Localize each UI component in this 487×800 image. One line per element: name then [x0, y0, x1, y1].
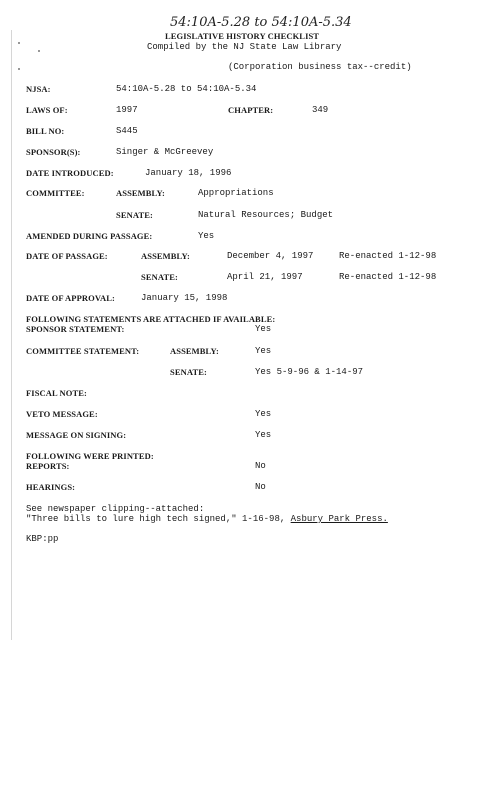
sponsors-value: Singer & McGreevey	[116, 147, 214, 157]
veto-message-label: VETO MESSAGE:	[26, 409, 98, 419]
njsa-value: 54:10A-5.28 to 54:10A-5.34	[116, 84, 257, 94]
compiled-by: Compiled by the NJ State Law Library	[147, 42, 342, 52]
typist-initials: KBP:pp	[26, 534, 59, 544]
clipping-intro: See newspaper clipping--attached:	[26, 504, 205, 514]
date-of-approval-value: January 15, 1998	[141, 293, 228, 303]
clipping-quote: "Three bills to lure high tech signed," 1-16-98,	[26, 514, 291, 524]
committee-assembly-value: Appropriations	[198, 188, 274, 198]
message-on-signing-label: MESSAGE ON SIGNING:	[26, 430, 127, 440]
printed-heading: FOLLOWING WERE PRINTED:	[26, 451, 154, 461]
subject-line: (Corporation business tax--credit)	[228, 62, 412, 72]
hearings-value: No	[255, 482, 266, 492]
statement-assembly-value: Yes	[255, 346, 272, 356]
hearings-label: HEARINGS:	[26, 482, 76, 492]
passage-assembly-note: Re-enacted 1-12-98	[339, 251, 437, 261]
clipping-citation	[26, 515, 388, 524]
message-on-signing-value: Yes	[255, 430, 272, 440]
statement-assembly-label: ASSEMBLY:	[170, 346, 219, 356]
date-of-passage-label: DATE OF PASSAGE:	[26, 251, 108, 261]
passage-senate-note: Re-enacted 1-12-98	[339, 272, 437, 282]
amended-label: AMENDED DURING PASSAGE:	[26, 231, 153, 241]
statements-heading: FOLLOWING STATEMENTS ARE ATTACHED IF AVAILABLE:	[26, 314, 276, 324]
amended-value: Yes	[198, 231, 215, 241]
passage-senate-date: April 21, 1997	[227, 272, 303, 282]
committee-senate-value: Natural Resources; Budget	[198, 210, 334, 220]
committee-assembly-label: ASSEMBLY:	[116, 188, 165, 198]
njsa-label: NJSA:	[26, 84, 51, 94]
statement-senate-label: SENATE:	[170, 367, 207, 377]
committee-label: COMMITTEE:	[26, 188, 85, 198]
veto-message-value: Yes	[255, 409, 272, 419]
scan-speck	[38, 50, 40, 52]
date-of-approval-label: DATE OF APPROVAL:	[26, 293, 115, 303]
chapter-value: 349	[312, 105, 329, 115]
date-introduced-label: DATE INTRODUCED:	[26, 168, 114, 178]
passage-assembly-label: ASSEMBLY:	[141, 251, 190, 261]
document-title: LEGISLATIVE HISTORY CHECKLIST	[165, 31, 320, 41]
chapter-label: CHAPTER:	[228, 105, 274, 115]
scan-speck	[18, 68, 20, 70]
fiscal-note-label: FISCAL NOTE:	[26, 388, 87, 398]
sponsor-statement-value: Yes	[255, 324, 272, 334]
date-introduced-value: January 18, 1996	[145, 168, 232, 178]
reports-value: No	[255, 461, 266, 471]
sponsor-statement-label: SPONSOR STATEMENT:	[26, 324, 125, 334]
clipping-source: Asbury Park Press.	[290, 514, 388, 524]
passage-assembly-date: December 4, 1997	[227, 251, 314, 261]
committee-statement-label: COMMITTEE STATEMENT:	[26, 346, 140, 356]
handwritten-statute-range: 54:10A-5.28 to 54:10A-5.34	[170, 15, 352, 30]
scan-edge-line	[11, 30, 12, 640]
statement-senate-value: Yes 5-9-96 & 1-14-97	[255, 367, 364, 377]
bill-no-label: BILL NO:	[26, 126, 65, 136]
reports-label: REPORTS:	[26, 461, 70, 471]
laws-of-year: 1997	[116, 105, 138, 115]
scan-speck	[18, 42, 20, 44]
laws-of-label: LAWS OF:	[26, 105, 68, 115]
committee-senate-label: SENATE:	[116, 210, 153, 220]
passage-senate-label: SENATE:	[141, 272, 178, 282]
bill-no-value: S445	[116, 126, 138, 136]
sponsors-label: SPONSOR(S):	[26, 147, 81, 157]
